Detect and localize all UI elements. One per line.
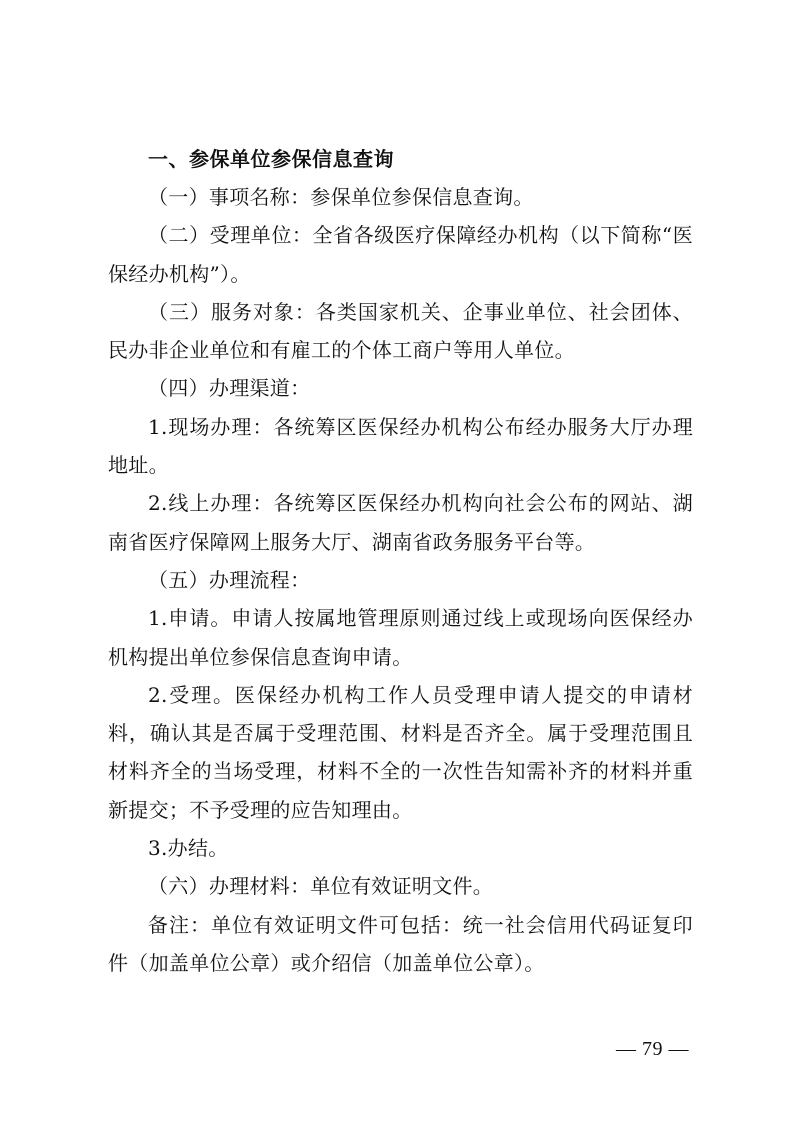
paragraph-process-apply: 1.申请。申请人按属地管理原则通过线上或现场向医保经办机构提出单位参保信息查询申请。	[108, 606, 693, 669]
page-number: — 79 —	[616, 1038, 689, 1060]
paragraph-item-name: （一）事项名称：参保单位参保信息查询。	[148, 185, 534, 209]
paragraph-remarks: 备注：单位有效证明文件可包括：统一社会信用代码证复印件（加盖单位公章）或介绍信（加盖单位公章）。	[108, 912, 693, 975]
paragraph-materials: （六）办理材料：单位有效证明文件。	[148, 874, 494, 899]
paragraph-process-complete: 3.办结。	[148, 836, 229, 861]
paragraph-service-target: （三）服务对象：各类国家机关、企事业单位、社会团体、民办非企业单位和有雇工的个体工商户等用人单位。	[108, 299, 693, 363]
section-heading: 一、参保单位参保信息查询	[148, 147, 394, 171]
paragraph-process-title: （五）办理流程：	[148, 567, 311, 592]
paragraph-accepting-unit: （二）受理单位：全省各级医疗保障经办机构（以下简称“医保经办机构”）。	[108, 223, 693, 286]
document-body	[108, 140, 693, 982]
paragraph-onsite-handling: 1.现场办理：各统筹区医保经办机构公布经办服务大厅办理地址。	[108, 414, 693, 478]
paragraph-online-handling: 2.线上办理：各统筹区医保经办机构向社会公布的网站、湖南省医疗保障网上服务大厅、湖南省政务服务平台等。	[108, 491, 693, 554]
paragraph-process-accept: 2.受理。医保经办机构工作人员受理申请人提交的申请材料，确认其是否属于受理范围、材料是否齐全。属于受理范围且材料齐全的当场受理，材料不全的一次性告知需补齐的材料并重新提交；不予受理的应告知理由。	[108, 682, 693, 822]
paragraph-channels-title: （四）办理渠道：	[148, 376, 311, 401]
